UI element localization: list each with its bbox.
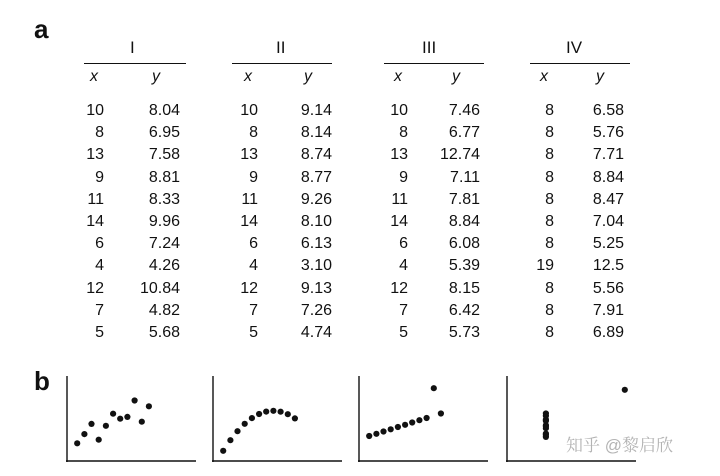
scatter-point [227,437,233,443]
cell-y: 6.42 [448,301,480,319]
scatter-svg [358,376,488,462]
cell-x: 8 [545,146,554,164]
column-header-y: y [304,68,312,85]
cell-y: 4.82 [148,301,180,319]
scatter-point [124,414,130,420]
cell-y: 5.76 [592,124,624,142]
cell-x: 7 [249,301,258,319]
scatter-point [132,397,138,403]
scatter-point [146,403,152,409]
cell-y: 5.73 [448,324,480,341]
watermark: 知乎 @黎启欣 [566,436,673,455]
cell-y: 5.39 [448,257,480,275]
cell-x: 12 [240,279,258,297]
cell-y: 8.15 [448,279,480,297]
cell-y: 8.33 [148,190,180,208]
table-title: II [276,38,286,57]
scatter-point [380,428,386,434]
cell-y: 8.77 [300,168,332,186]
scatter-point [110,411,116,417]
column-header-x: x [540,68,548,85]
scatter-plot-2 [212,376,342,462]
cell-y: 12.74 [439,146,480,164]
cell-x: 7 [399,301,408,319]
scatter-point [74,440,80,446]
scatter-svg [66,376,196,462]
column-header-y: y [452,68,460,85]
cell-x: 4 [95,257,104,275]
cell-x: 13 [86,146,104,164]
cell-x: 9 [399,168,408,186]
scatter-point [81,431,87,437]
scatter-point [249,415,255,421]
scatter-point [270,408,276,414]
table-title: IV [566,38,583,57]
cell-y: 7.46 [448,102,480,119]
cell-x: 5 [399,324,408,341]
cell-x: 8 [95,124,104,142]
cell-x: 6 [249,235,258,253]
cell-x: 8 [545,301,554,319]
cell-y: 10.84 [139,279,180,297]
column-header-x: x [244,68,252,85]
scatter-point [402,422,408,428]
cell-x: 8 [545,102,554,119]
cell-x: 8 [399,124,408,142]
column-header-x: x [90,68,98,85]
cell-x: 8 [545,190,554,208]
cell-x: 19 [536,257,554,275]
scatter-point [96,437,102,443]
scatter-point [366,433,372,439]
cell-y: 8.47 [592,190,624,208]
table-header-rule [384,63,484,64]
cell-y: 6.95 [148,124,180,142]
scatter-point [395,424,401,430]
scatter-point [622,387,628,393]
cell-x: 11 [241,190,258,208]
cell-y: 8.81 [148,168,180,186]
cell-y: 7.58 [148,146,180,164]
cell-x: 10 [86,102,104,119]
cell-x: 7 [95,301,104,319]
table-title: I [130,38,135,57]
table-header-rule [84,63,186,64]
cell-x: 13 [390,146,408,164]
cell-y: 9.14 [300,102,332,119]
panel-label-b: b [34,366,50,396]
cell-y: 8.84 [448,213,480,230]
cell-x: 14 [240,213,258,230]
cell-x: 4 [249,257,258,275]
cell-y: 7.81 [448,190,480,208]
cell-x: 10 [240,102,258,119]
cell-x: 8 [545,235,554,253]
cell-x: 8 [545,168,554,186]
scatter-plot-1 [66,376,196,462]
cell-x: 4 [399,257,408,275]
cell-x: 5 [95,324,104,341]
scatter-svg [212,376,342,462]
scatter-point [424,415,430,421]
cell-y: 5.68 [148,324,180,341]
scatter-point [292,415,298,421]
cell-x: 6 [399,235,408,253]
column-header-y: y [596,68,604,85]
cell-y: 5.56 [592,279,624,297]
cell-y: 4.26 [148,257,180,275]
cell-x: 8 [545,279,554,297]
cell-y: 8.04 [148,102,180,119]
scatter-point [543,417,549,423]
scatter-plot-3 [358,376,488,462]
cell-x: 8 [249,124,258,142]
cell-x: 14 [86,213,104,230]
cell-y: 5.25 [592,235,624,253]
cell-x: 13 [240,146,258,164]
cell-y: 8.84 [592,168,624,186]
scatter-point [285,411,291,417]
scatter-point [543,423,549,429]
scatter-point [88,421,94,427]
scatter-point [438,410,444,416]
cell-y: 8.10 [300,213,332,230]
cell-x: 10 [390,102,408,119]
cell-x: 9 [95,168,104,186]
scatter-point [234,428,240,434]
cell-y: 6.89 [592,324,624,341]
cell-y: 6.08 [448,235,480,253]
scatter-point [431,385,437,391]
cell-y: 8.14 [300,124,332,142]
cell-y: 12.5 [592,257,624,275]
cell-y: 3.10 [300,257,332,275]
cell-x: 11 [87,190,104,208]
cell-y: 7.11 [450,168,480,186]
cell-y: 4.74 [300,324,332,341]
cell-x: 14 [390,213,408,230]
scatter-point [409,419,415,425]
scatter-point [256,411,262,417]
cell-y: 7.04 [592,213,624,230]
cell-y: 7.71 [592,146,624,164]
scatter-point [263,409,269,415]
cell-y: 9.13 [300,279,332,297]
cell-x: 8 [545,324,554,341]
cell-y: 8.74 [300,146,332,164]
scatter-point [373,431,379,437]
scatter-point [416,417,422,423]
scatter-point [278,409,284,415]
cell-y: 7.26 [300,301,332,319]
scatter-point [242,421,248,427]
cell-x: 6 [95,235,104,253]
scatter-point [543,432,549,438]
panel-label-a: a [34,14,49,44]
cell-y: 9.26 [300,190,332,208]
scatter-point [388,426,394,432]
scatter-point [139,419,145,425]
table-title: III [422,38,437,57]
cell-x: 8 [545,213,554,230]
cell-x: 12 [390,279,408,297]
table-header-rule [232,63,332,64]
scatter-point [103,423,109,429]
column-header-x: x [394,68,402,85]
scatter-point [117,416,123,422]
cell-x: 12 [86,279,104,297]
scatter-point [220,448,226,454]
cell-y: 6.58 [592,102,624,119]
cell-x: 11 [391,190,408,208]
cell-y: 7.91 [592,301,624,319]
table-header-rule [530,63,630,64]
cell-x: 5 [249,324,258,341]
column-header-y: y [152,68,160,85]
cell-y: 7.24 [148,235,180,253]
cell-y: 6.13 [300,235,332,253]
cell-y: 6.77 [448,124,480,142]
cell-y: 9.96 [148,213,180,230]
cell-x: 9 [249,168,258,186]
cell-x: 8 [545,124,554,142]
